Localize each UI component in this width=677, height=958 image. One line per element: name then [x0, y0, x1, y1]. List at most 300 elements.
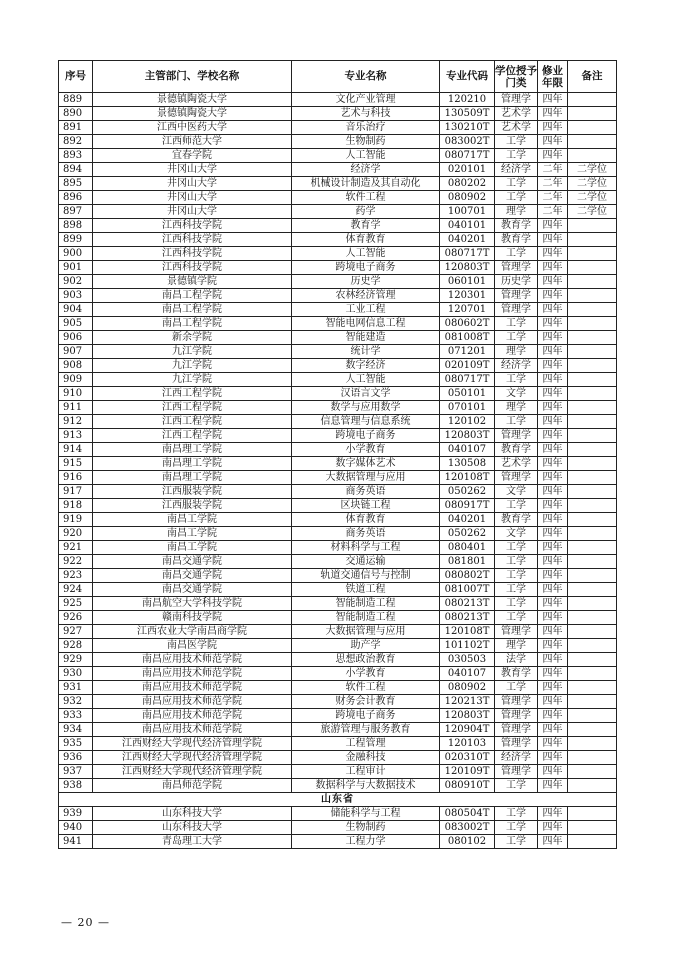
cell-major: 工程审计	[292, 765, 440, 779]
cell-years: 四年	[538, 653, 568, 667]
table-row	[59, 233, 617, 247]
cell-years: 二年	[538, 177, 568, 191]
cell-degree: 工学	[495, 681, 538, 695]
cell-major: 小学教育	[292, 667, 440, 681]
cell-major: 商务英语	[292, 527, 440, 541]
cell-dept: 江西科技学院	[93, 233, 292, 247]
cell-note	[568, 107, 617, 121]
table-row	[59, 695, 617, 709]
cell-code: 080902	[440, 681, 495, 695]
cell-code: 120102	[440, 415, 495, 429]
cell-years: 四年	[538, 709, 568, 723]
cell-major: 人工智能	[292, 247, 440, 261]
cell-seq: 904	[59, 303, 93, 317]
table-row	[59, 457, 617, 471]
cell-degree: 工学	[495, 779, 538, 793]
cell-dept: 南昌交通学院	[93, 583, 292, 597]
table-row	[59, 499, 617, 513]
table-row	[59, 709, 617, 723]
cell-major: 跨境电子商务	[292, 709, 440, 723]
cell-code: 050262	[440, 527, 495, 541]
cell-years: 四年	[538, 93, 568, 107]
cell-seq: 901	[59, 261, 93, 275]
cell-note	[568, 765, 617, 779]
cell-note	[568, 429, 617, 443]
cell-note: 二学位	[568, 205, 617, 219]
cell-degree: 教育学	[495, 513, 538, 527]
cell-years: 四年	[538, 499, 568, 513]
cell-degree: 工学	[495, 135, 538, 149]
cell-major: 跨境电子商务	[292, 261, 440, 275]
table-row	[59, 821, 617, 835]
cell-code: 060101	[440, 275, 495, 289]
cell-note	[568, 149, 617, 163]
table-row	[59, 177, 617, 191]
table-row	[59, 135, 617, 149]
cell-seq: 902	[59, 275, 93, 289]
cell-note	[568, 751, 617, 765]
cell-code: 020310T	[440, 751, 495, 765]
table-row	[59, 597, 617, 611]
cell-note	[568, 289, 617, 303]
table-row	[59, 667, 617, 681]
cell-seq: 908	[59, 359, 93, 373]
cell-code: 040101	[440, 219, 495, 233]
cell-seq: 925	[59, 597, 93, 611]
table-row	[59, 835, 617, 849]
cell-code: 070101	[440, 401, 495, 415]
cell-years: 四年	[538, 681, 568, 695]
table-row	[59, 569, 617, 583]
table-row	[59, 751, 617, 765]
cell-major: 数据科学与大数据技术	[292, 779, 440, 793]
cell-degree: 管理学	[495, 737, 538, 751]
cell-seq: 922	[59, 555, 93, 569]
cell-code: 080213T	[440, 597, 495, 611]
cell-years: 四年	[538, 121, 568, 135]
cell-degree: 教育学	[495, 443, 538, 457]
cell-years: 四年	[538, 359, 568, 373]
cell-code: 040107	[440, 443, 495, 457]
cell-major: 工程力学	[292, 835, 440, 849]
cell-dept: 江西财经大学现代经济管理学院	[93, 765, 292, 779]
cell-seq: 927	[59, 625, 93, 639]
cell-note	[568, 93, 617, 107]
table-row	[59, 317, 617, 331]
cell-dept: 江西财经大学现代经济管理学院	[93, 751, 292, 765]
cell-years: 四年	[538, 723, 568, 737]
cell-years: 四年	[538, 387, 568, 401]
cell-major: 思想政治教育	[292, 653, 440, 667]
cell-seq: 936	[59, 751, 93, 765]
cell-degree: 管理学	[495, 303, 538, 317]
cell-note	[568, 709, 617, 723]
table-row	[59, 765, 617, 779]
cell-seq: 918	[59, 499, 93, 513]
cell-seq: 892	[59, 135, 93, 149]
cell-seq: 899	[59, 233, 93, 247]
cell-note	[568, 247, 617, 261]
province-row	[59, 793, 617, 807]
cell-degree: 管理学	[495, 695, 538, 709]
table-row	[59, 541, 617, 555]
cell-major: 跨境电子商务	[292, 429, 440, 443]
cell-code: 040201	[440, 233, 495, 247]
table-row	[59, 205, 617, 219]
cell-code: 080717T	[440, 149, 495, 163]
cell-years: 四年	[538, 331, 568, 345]
cell-code: 120103	[440, 737, 495, 751]
cell-years: 四年	[538, 821, 568, 835]
table-row	[59, 93, 617, 107]
header-major: 专业名称	[292, 61, 440, 93]
cell-code: 050101	[440, 387, 495, 401]
cell-note	[568, 261, 617, 275]
cell-note: 二学位	[568, 177, 617, 191]
cell-years: 四年	[538, 555, 568, 569]
cell-note	[568, 667, 617, 681]
cell-code: 101102T	[440, 639, 495, 653]
cell-dept: 赣南科技学院	[93, 611, 292, 625]
cell-note	[568, 639, 617, 653]
cell-years: 四年	[538, 317, 568, 331]
cell-code: 080202	[440, 177, 495, 191]
province-label: 山东省	[59, 793, 617, 807]
page-number: — 20 —	[61, 916, 110, 929]
cell-code: 081008T	[440, 331, 495, 345]
cell-dept: 南昌医学院	[93, 639, 292, 653]
cell-code: 080717T	[440, 247, 495, 261]
cell-seq: 921	[59, 541, 93, 555]
cell-years: 四年	[538, 513, 568, 527]
cell-seq: 924	[59, 583, 93, 597]
cell-degree: 法学	[495, 653, 538, 667]
cell-code: 020109T	[440, 359, 495, 373]
cell-years: 四年	[538, 569, 568, 583]
cell-note	[568, 653, 617, 667]
cell-years: 四年	[538, 275, 568, 289]
cell-degree: 理学	[495, 205, 538, 219]
cell-dept: 南昌应用技术师范学院	[93, 653, 292, 667]
cell-degree: 工学	[495, 317, 538, 331]
cell-major: 大数据管理与应用	[292, 471, 440, 485]
cell-degree: 工学	[495, 583, 538, 597]
cell-dept: 井冈山大学	[93, 177, 292, 191]
cell-dept: 南昌航空大学科技学院	[93, 597, 292, 611]
cell-major: 工业工程	[292, 303, 440, 317]
cell-dept: 南昌应用技术师范学院	[93, 723, 292, 737]
cell-years: 四年	[538, 107, 568, 121]
cell-seq: 934	[59, 723, 93, 737]
cell-note	[568, 611, 617, 625]
cell-note	[568, 219, 617, 233]
cell-major: 智能制造工程	[292, 611, 440, 625]
cell-note	[568, 485, 617, 499]
cell-degree: 教育学	[495, 667, 538, 681]
cell-code: 020101	[440, 163, 495, 177]
cell-seq: 905	[59, 317, 93, 331]
cell-major: 文化产业管理	[292, 93, 440, 107]
cell-seq: 917	[59, 485, 93, 499]
cell-years: 四年	[538, 779, 568, 793]
cell-degree: 工学	[495, 611, 538, 625]
cell-note	[568, 303, 617, 317]
cell-years: 四年	[538, 639, 568, 653]
cell-years: 四年	[538, 625, 568, 639]
cell-code: 080401	[440, 541, 495, 555]
cell-seq: 940	[59, 821, 93, 835]
cell-dept: 南昌工程学院	[93, 317, 292, 331]
cell-seq: 911	[59, 401, 93, 415]
cell-code: 080910T	[440, 779, 495, 793]
header-note: 备注	[568, 61, 617, 93]
cell-seq: 914	[59, 443, 93, 457]
table-row	[59, 779, 617, 793]
cell-major: 铁道工程	[292, 583, 440, 597]
cell-degree: 艺术学	[495, 107, 538, 121]
cell-seq: 929	[59, 653, 93, 667]
cell-major: 助产学	[292, 639, 440, 653]
table-row	[59, 527, 617, 541]
cell-major: 区块链工程	[292, 499, 440, 513]
cell-dept: 山东科技大学	[93, 807, 292, 821]
cell-note	[568, 135, 617, 149]
cell-major: 历史学	[292, 275, 440, 289]
cell-degree: 文学	[495, 387, 538, 401]
cell-note	[568, 373, 617, 387]
cell-code: 080902	[440, 191, 495, 205]
cell-note	[568, 233, 617, 247]
cell-seq: 928	[59, 639, 93, 653]
cell-note	[568, 583, 617, 597]
cell-major: 旅游管理与服务教育	[292, 723, 440, 737]
cell-code: 040201	[440, 513, 495, 527]
cell-code: 080504T	[440, 807, 495, 821]
table-row	[59, 415, 617, 429]
cell-major: 艺术与科技	[292, 107, 440, 121]
cell-seq: 890	[59, 107, 93, 121]
cell-degree: 工学	[495, 569, 538, 583]
cell-dept: 井冈山大学	[93, 163, 292, 177]
cell-years: 四年	[538, 443, 568, 457]
cell-dept: 江西科技学院	[93, 247, 292, 261]
cell-years: 四年	[538, 429, 568, 443]
table-row	[59, 149, 617, 163]
cell-code: 120803T	[440, 261, 495, 275]
cell-note	[568, 443, 617, 457]
cell-degree: 管理学	[495, 723, 538, 737]
cell-major: 商务英语	[292, 485, 440, 499]
cell-degree: 管理学	[495, 429, 538, 443]
cell-years: 四年	[538, 751, 568, 765]
cell-years: 四年	[538, 303, 568, 317]
cell-major: 数字媒体艺术	[292, 457, 440, 471]
cell-major: 软件工程	[292, 191, 440, 205]
cell-code: 130210T	[440, 121, 495, 135]
cell-degree: 工学	[495, 597, 538, 611]
cell-note	[568, 345, 617, 359]
cell-major: 数字经济	[292, 359, 440, 373]
cell-code: 120904T	[440, 723, 495, 737]
cell-major: 财务会计教育	[292, 695, 440, 709]
table-row	[59, 373, 617, 387]
cell-dept: 江西工程学院	[93, 429, 292, 443]
cell-degree: 工学	[495, 555, 538, 569]
cell-years: 四年	[538, 541, 568, 555]
cell-major: 体育教育	[292, 513, 440, 527]
table-row	[59, 723, 617, 737]
table-row	[59, 513, 617, 527]
cell-degree: 管理学	[495, 471, 538, 485]
cell-degree: 工学	[495, 499, 538, 513]
cell-seq: 932	[59, 695, 93, 709]
cell-dept: 江西农业大学南昌商学院	[93, 625, 292, 639]
cell-note	[568, 457, 617, 471]
table-row	[59, 219, 617, 233]
cell-note	[568, 695, 617, 709]
cell-code: 130508	[440, 457, 495, 471]
cell-dept: 江西服装学院	[93, 485, 292, 499]
cell-dept: 江西师范大学	[93, 135, 292, 149]
cell-degree: 管理学	[495, 93, 538, 107]
cell-code: 100701	[440, 205, 495, 219]
cell-years: 四年	[538, 289, 568, 303]
cell-seq: 891	[59, 121, 93, 135]
cell-seq: 894	[59, 163, 93, 177]
table-row	[59, 737, 617, 751]
table-row	[59, 359, 617, 373]
cell-dept: 井冈山大学	[93, 191, 292, 205]
table-row	[59, 653, 617, 667]
cell-code: 120803T	[440, 709, 495, 723]
cell-note	[568, 569, 617, 583]
table-row	[59, 275, 617, 289]
cell-seq: 933	[59, 709, 93, 723]
cell-note	[568, 625, 617, 639]
cell-years: 四年	[538, 149, 568, 163]
table-row	[59, 583, 617, 597]
table-row	[59, 247, 617, 261]
cell-major: 农林经济管理	[292, 289, 440, 303]
cell-note	[568, 681, 617, 695]
cell-degree: 管理学	[495, 709, 538, 723]
cell-dept: 宜春学院	[93, 149, 292, 163]
cell-degree: 工学	[495, 835, 538, 849]
cell-code: 080802T	[440, 569, 495, 583]
cell-degree: 教育学	[495, 233, 538, 247]
cell-code: 080602T	[440, 317, 495, 331]
cell-code: 120803T	[440, 429, 495, 443]
table-row	[59, 485, 617, 499]
cell-note	[568, 821, 617, 835]
cell-note: 二学位	[568, 191, 617, 205]
cell-degree: 文学	[495, 527, 538, 541]
cell-note	[568, 723, 617, 737]
table-row	[59, 429, 617, 443]
cell-degree: 文学	[495, 485, 538, 499]
cell-degree: 工学	[495, 191, 538, 205]
table-row	[59, 443, 617, 457]
cell-dept: 井冈山大学	[93, 205, 292, 219]
table-row	[59, 401, 617, 415]
cell-seq: 939	[59, 807, 93, 821]
cell-years: 四年	[538, 233, 568, 247]
cell-major: 数学与应用数学	[292, 401, 440, 415]
majors-table	[58, 60, 617, 849]
table-row	[59, 163, 617, 177]
cell-degree: 工学	[495, 541, 538, 555]
cell-years: 四年	[538, 471, 568, 485]
cell-dept: 江西工程学院	[93, 387, 292, 401]
table-row	[59, 611, 617, 625]
cell-code: 120108T	[440, 625, 495, 639]
header-dept: 主管部门、学校名称	[93, 61, 292, 93]
cell-code: 081801	[440, 555, 495, 569]
cell-major: 金融科技	[292, 751, 440, 765]
cell-major: 大数据管理与应用	[292, 625, 440, 639]
cell-dept: 南昌应用技术师范学院	[93, 681, 292, 695]
cell-note: 二学位	[568, 163, 617, 177]
cell-code: 120301	[440, 289, 495, 303]
cell-dept: 南昌师范学院	[93, 779, 292, 793]
cell-years: 四年	[538, 835, 568, 849]
cell-years: 四年	[538, 345, 568, 359]
cell-years: 四年	[538, 261, 568, 275]
cell-major: 工程管理	[292, 737, 440, 751]
cell-degree: 艺术学	[495, 121, 538, 135]
cell-note	[568, 387, 617, 401]
cell-seq: 916	[59, 471, 93, 485]
table-row	[59, 555, 617, 569]
table-row	[59, 681, 617, 695]
cell-major: 软件工程	[292, 681, 440, 695]
cell-major: 材料科学与工程	[292, 541, 440, 555]
cell-degree: 理学	[495, 401, 538, 415]
cell-dept: 新余学院	[93, 331, 292, 345]
cell-note	[568, 513, 617, 527]
cell-note	[568, 807, 617, 821]
cell-seq: 923	[59, 569, 93, 583]
cell-dept: 景德镇陶瓷大学	[93, 107, 292, 121]
cell-degree: 管理学	[495, 625, 538, 639]
cell-major: 交通运输	[292, 555, 440, 569]
cell-code: 080717T	[440, 373, 495, 387]
cell-note	[568, 835, 617, 849]
cell-degree: 理学	[495, 345, 538, 359]
cell-major: 储能科学与工程	[292, 807, 440, 821]
cell-degree: 艺术学	[495, 457, 538, 471]
cell-degree: 工学	[495, 331, 538, 345]
header-seq: 序号	[59, 61, 93, 93]
cell-major: 机械设计制造及其自动化	[292, 177, 440, 191]
cell-seq: 900	[59, 247, 93, 261]
cell-seq: 903	[59, 289, 93, 303]
cell-seq: 920	[59, 527, 93, 541]
header-years: 修业年限	[538, 61, 568, 93]
cell-degree: 经济学	[495, 359, 538, 373]
cell-code: 083002T	[440, 821, 495, 835]
cell-note	[568, 121, 617, 135]
cell-years: 四年	[538, 485, 568, 499]
cell-degree: 历史学	[495, 275, 538, 289]
cell-degree: 工学	[495, 807, 538, 821]
table-row	[59, 107, 617, 121]
cell-dept: 九江学院	[93, 359, 292, 373]
cell-dept: 景德镇陶瓷大学	[93, 93, 292, 107]
cell-years: 四年	[538, 583, 568, 597]
cell-degree: 工学	[495, 177, 538, 191]
cell-years: 四年	[538, 457, 568, 471]
